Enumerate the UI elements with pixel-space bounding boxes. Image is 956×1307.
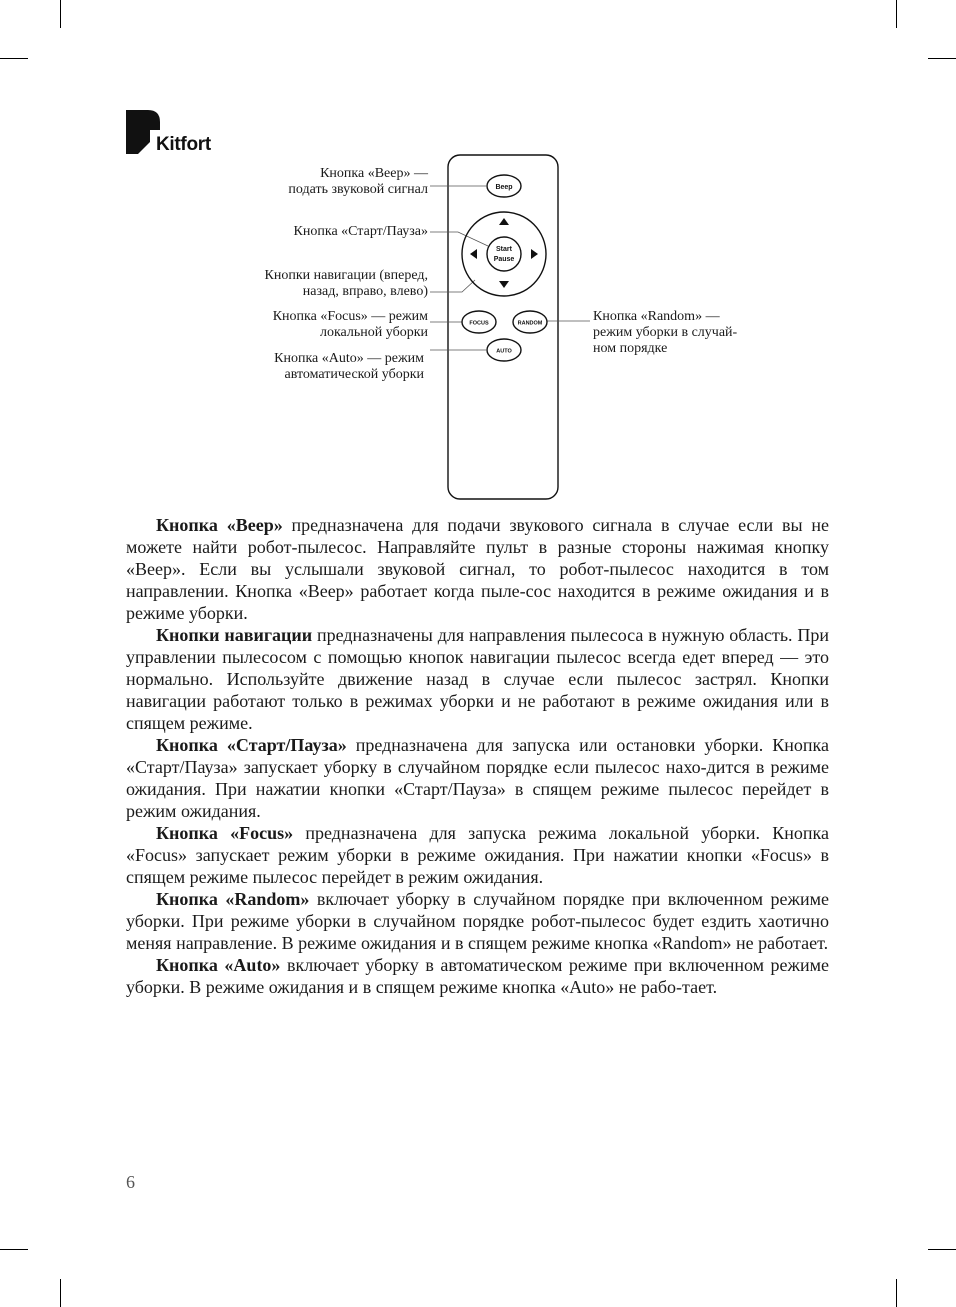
paragraph-start-pause bbox=[126, 734, 829, 822]
callout-line: Кнопка «Auto» — режим bbox=[274, 351, 424, 366]
arrow-up-icon bbox=[499, 218, 509, 225]
paragraph-heading: Кнопка «Focus» bbox=[156, 823, 294, 843]
callout-line: подать звуковой сигнал bbox=[288, 182, 428, 197]
callout-line: Кнопка «Random» — bbox=[593, 309, 720, 324]
callout-line: Кнопка «Старт/Пауза» bbox=[293, 224, 428, 239]
paragraph-body: предназначена для подачи звукового сигнала в случае если вы не можете найти робот-пылесос. Направляйте пульт в разные стороны нажимая кнопку «Beep». Если вы услышали звуковой сигнал, то робот-пылесос находится в том направлении. Кнопка «Beep» работает когда пыле-сос находится в режиме ожидания и в режиме уборки. bbox=[126, 515, 829, 623]
callout-line: ном порядке bbox=[593, 341, 668, 356]
paragraph-navigation bbox=[126, 624, 829, 734]
auto-button-label: AUTO bbox=[496, 348, 512, 355]
beep-button bbox=[487, 175, 521, 197]
callout-line: автоматической уборки bbox=[284, 367, 424, 382]
auto-callout bbox=[274, 351, 424, 383]
paragraph-heading: Кнопка «Auto» bbox=[156, 955, 281, 975]
callout-line: назад, вправо, влево) bbox=[302, 284, 428, 299]
start-pause-button bbox=[487, 237, 521, 271]
start-label: Start bbox=[496, 246, 512, 253]
callout-line: локальной уборки bbox=[319, 325, 428, 340]
paragraph-body: включает уборку в автоматическом режиме при включенном режиме уборки. В режиме ожидания и в спящем режиме кнопка «Auto» не рабо-тает. bbox=[126, 955, 829, 997]
arrow-right-icon bbox=[531, 249, 538, 259]
paragraph-beep bbox=[126, 514, 829, 624]
random-callout bbox=[593, 309, 737, 357]
focus-button-label: FOCUS bbox=[469, 320, 489, 327]
paragraph-body: предназначены для направления пылесоса в нужную область. При управлении пылесосом с помощью кнопок навигации пылесос всегда едет вперед — это нормально. Используйте движение назад в случае если пылесос застрял. Кнопки навигации работают только в режимах уборки и не работают в режиме ожидания или в спящем режиме. bbox=[126, 625, 829, 733]
paragraph-body: предназначена для запуска или остановки уборки. Кнопка «Старт/Пауза» запускает уборку в случайном порядке если пылесос нахо-дится в режиме ожидания. При нажатии кнопки «Старт/Пауза» в спящем режиме пылесос перейдет в режим ожидания. bbox=[126, 735, 829, 821]
page-number: 6 bbox=[126, 1172, 135, 1192]
paragraph-heading: Кнопка «Beep» bbox=[156, 515, 283, 535]
instructions-text bbox=[126, 514, 829, 998]
auto-button bbox=[487, 339, 521, 361]
callout-line: Кнопка «Beep» — bbox=[320, 166, 428, 181]
arrow-left-icon bbox=[470, 249, 477, 259]
callout-line: Кнопки навигации (вперед, bbox=[264, 268, 428, 283]
paragraph-body: включает уборку в случайном порядке при включенном режиме уборки. При режиме уборки в случайном порядке робот-пылесос будет ездить хаотично меняя направление. В режиме ожидания и в спящем режиме кнопка «Random» не работает. bbox=[126, 889, 829, 953]
paragraph-heading: Кнопка «Старт/Пауза» bbox=[156, 735, 347, 755]
remote-diagram bbox=[0, 0, 956, 520]
start-pause-callout bbox=[294, 224, 428, 240]
paragraph-auto bbox=[126, 954, 829, 998]
paragraph-heading: Кнопки навигации bbox=[156, 625, 313, 645]
brand-name: Kitfort bbox=[156, 134, 211, 155]
random-button-label: RANDOM bbox=[517, 320, 543, 327]
paragraph-random bbox=[126, 888, 829, 954]
paragraph-focus bbox=[126, 822, 829, 888]
random-button bbox=[513, 311, 547, 333]
crop-mark bbox=[928, 1249, 956, 1250]
arrow-down-icon bbox=[499, 281, 509, 288]
paragraph-heading: Кнопка «Random» bbox=[156, 889, 310, 909]
pause-label: Pause bbox=[493, 256, 515, 263]
callout-line: режим уборки в случай- bbox=[593, 325, 738, 340]
crop-mark bbox=[60, 1279, 61, 1307]
focus-button bbox=[462, 311, 496, 333]
callout-line: Кнопка «Focus» — режим bbox=[272, 309, 428, 324]
paragraph-body: предназначена для запуска режима локальной уборки. Кнопка «Focus» запускает режим уборки в режиме ожидания. При нажатии кнопки «Focus» в спящем режиме пылесос перейдет в режим ожидания. bbox=[126, 823, 829, 887]
crop-mark bbox=[896, 1279, 897, 1307]
beep-callout bbox=[288, 166, 428, 198]
navigation-callout bbox=[265, 268, 429, 300]
beep-button-label: Beep bbox=[495, 184, 513, 191]
focus-callout bbox=[273, 309, 428, 341]
crop-mark bbox=[0, 1249, 28, 1250]
